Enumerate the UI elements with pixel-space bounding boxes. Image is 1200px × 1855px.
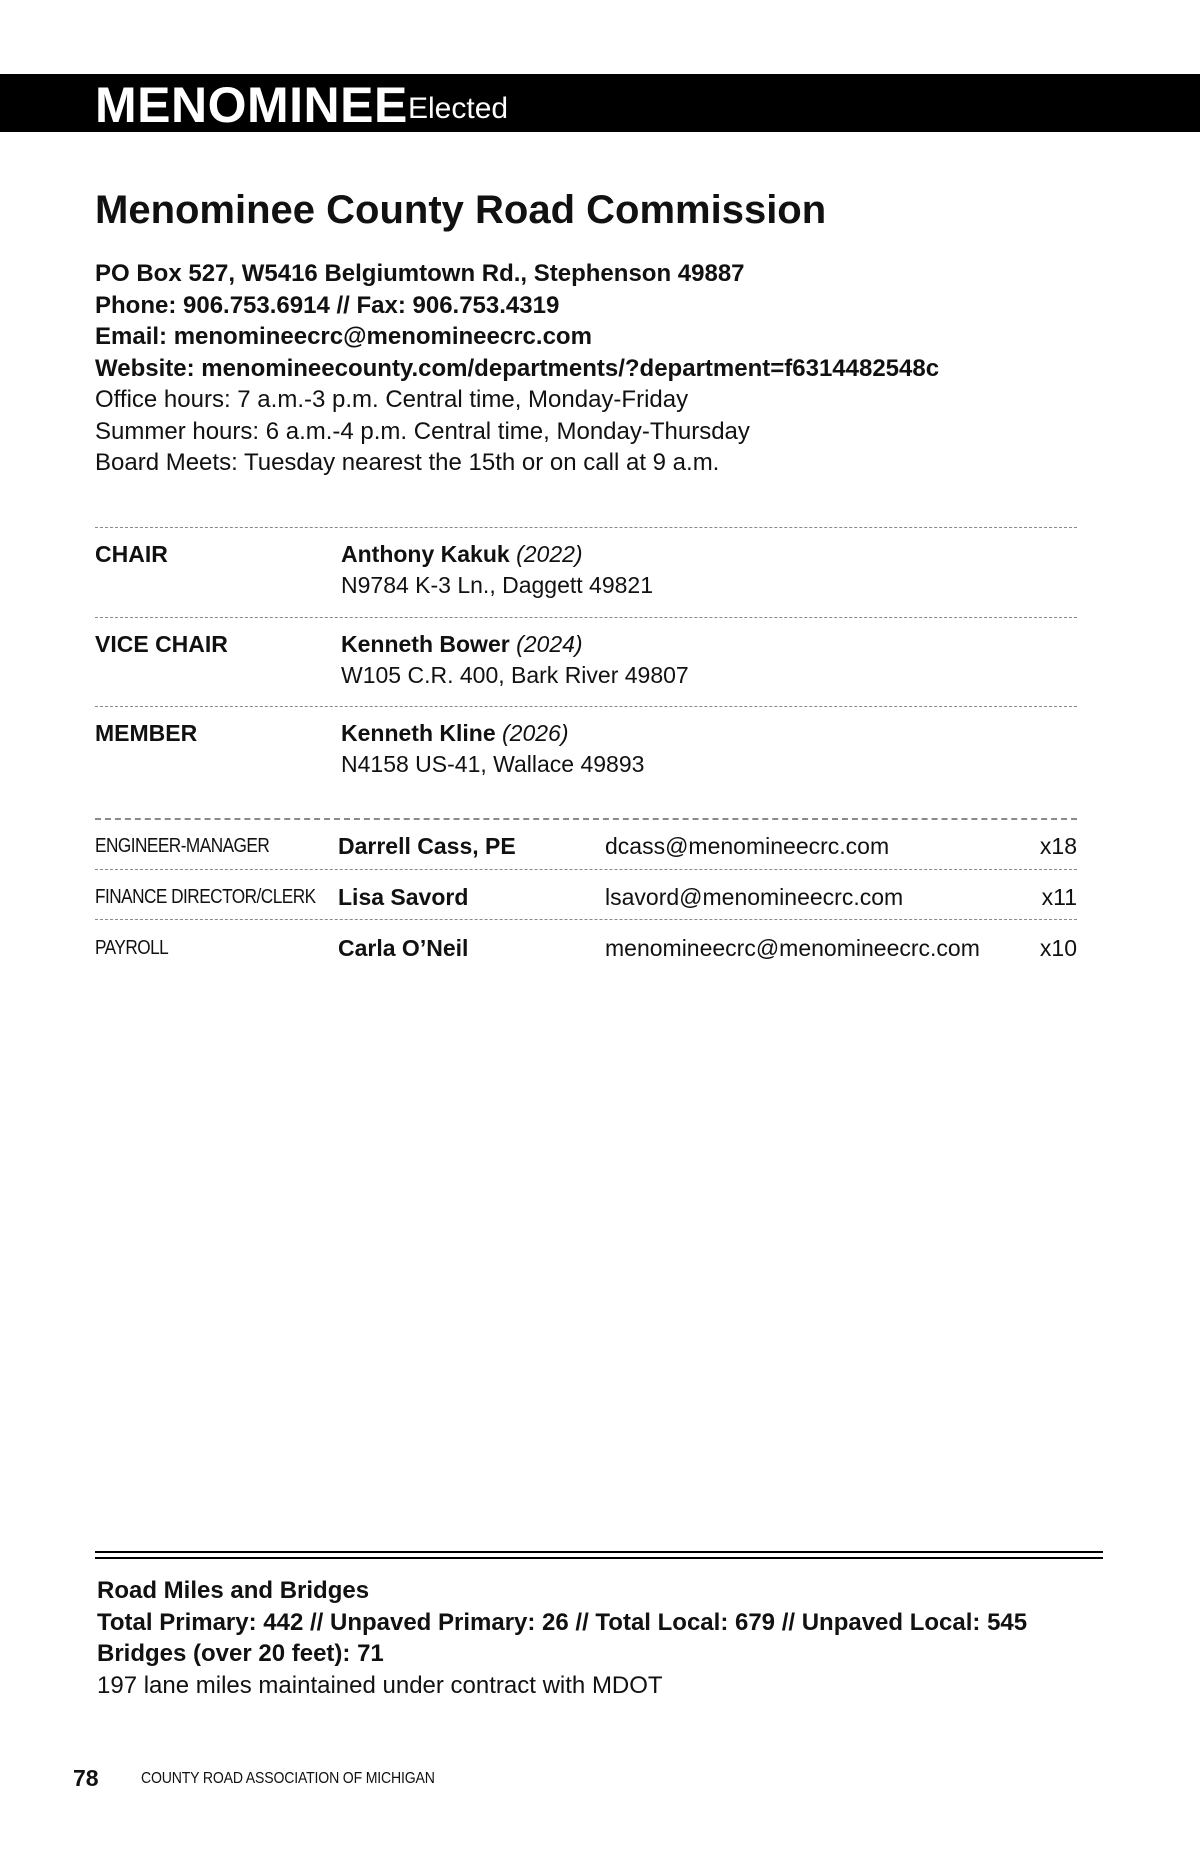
page-number: 78 [73,1765,99,1791]
section-rule [95,1551,1103,1553]
member-term: (2024) [516,631,583,657]
email-line: Email: menomineecrc@menomineecrc.com [95,323,592,350]
board-role: VICE CHAIR [95,631,228,657]
website-line: Website: menomineecounty.com/departments/?department=f6314482548c [95,354,940,382]
divider [95,706,1077,707]
footer-org: COUNTY ROAD ASSOCIATION OF MICHIGAN [141,1770,435,1787]
county-name: MENOMINEE [95,77,408,133]
staff-name: Darrell Cass, PE [338,833,516,859]
board-member-address: N4158 US-41, Wallace 49893 [341,751,645,777]
office-hours-line: Office hours: 7 a.m.-3 p.m. Central time, Monday-Friday [95,386,689,413]
divider [95,818,1077,820]
staff-extension: x11 [1041,884,1077,910]
member-term: (2026) [502,720,569,746]
board-member-name [341,539,583,569]
staff-title: PAYROLL [95,937,169,959]
staff-name: Lisa Savord [338,884,469,910]
board-member-name [341,629,583,659]
staff-extension: x18 [1039,833,1077,859]
summer-hours-line: Summer hours: 6 a.m.-4 p.m. Central time, Monday-Thursday [95,417,750,445]
staff-email[interactable]: dcass@menomineecrc.com [605,833,890,859]
phone-fax-line: Phone: 906.753.6914 // Fax: 906.753.4319 [95,291,560,319]
roads-heading: Road Miles and Bridges [97,1577,370,1604]
board-member-name [341,718,569,748]
section-rule [95,1557,1103,1559]
agency-title: Menominee County Road Commission [95,188,827,232]
contact-block [95,258,1135,479]
address-line: PO Box 527, W5416 Belgiumtown Rd., Stephenson 49887 [95,260,745,287]
board-meets-line: Board Meets: Tuesday nearest the 15th or on call at 9 a.m. [95,449,720,476]
divider [95,919,1077,920]
member-name: Kenneth Bower [341,631,510,657]
roads-note: 197 lane miles maintained under contract with MDOT [97,1671,663,1699]
member-term: (2022) [516,541,583,567]
county-type: Elected [408,92,509,125]
board-role: CHAIR [95,541,168,567]
staff-title: FINANCE DIRECTOR/CLERK [95,886,316,908]
divider [95,617,1077,618]
board-member-address: W105 C.R. 400, Bark River 49807 [341,662,689,688]
staff-extension: x10 [1039,935,1077,961]
staff-email[interactable]: lsavord@menomineecrc.com [605,884,904,910]
divider [95,869,1077,870]
member-name: Kenneth Kline [341,720,496,746]
staff-name: Carla O’Neil [338,935,469,961]
divider [95,527,1077,528]
staff-title: ENGINEER-MANAGER [95,835,270,857]
board-role: MEMBER [95,720,198,746]
staff-email[interactable]: menomineecrc@menomineecrc.com [605,935,980,961]
member-name: Anthony Kakuk [341,541,510,567]
roads-bridges: Bridges (over 20 feet): 71 [97,1640,384,1667]
board-member-address: N9784 K-3 Ln., Daggett 49821 [341,572,654,598]
roads-totals: Total Primary: 442 // Unpaved Primary: 26 // Total Local: 679 // Unpaved Local: 545 [97,1608,1028,1636]
road-miles-block [97,1575,1137,1701]
